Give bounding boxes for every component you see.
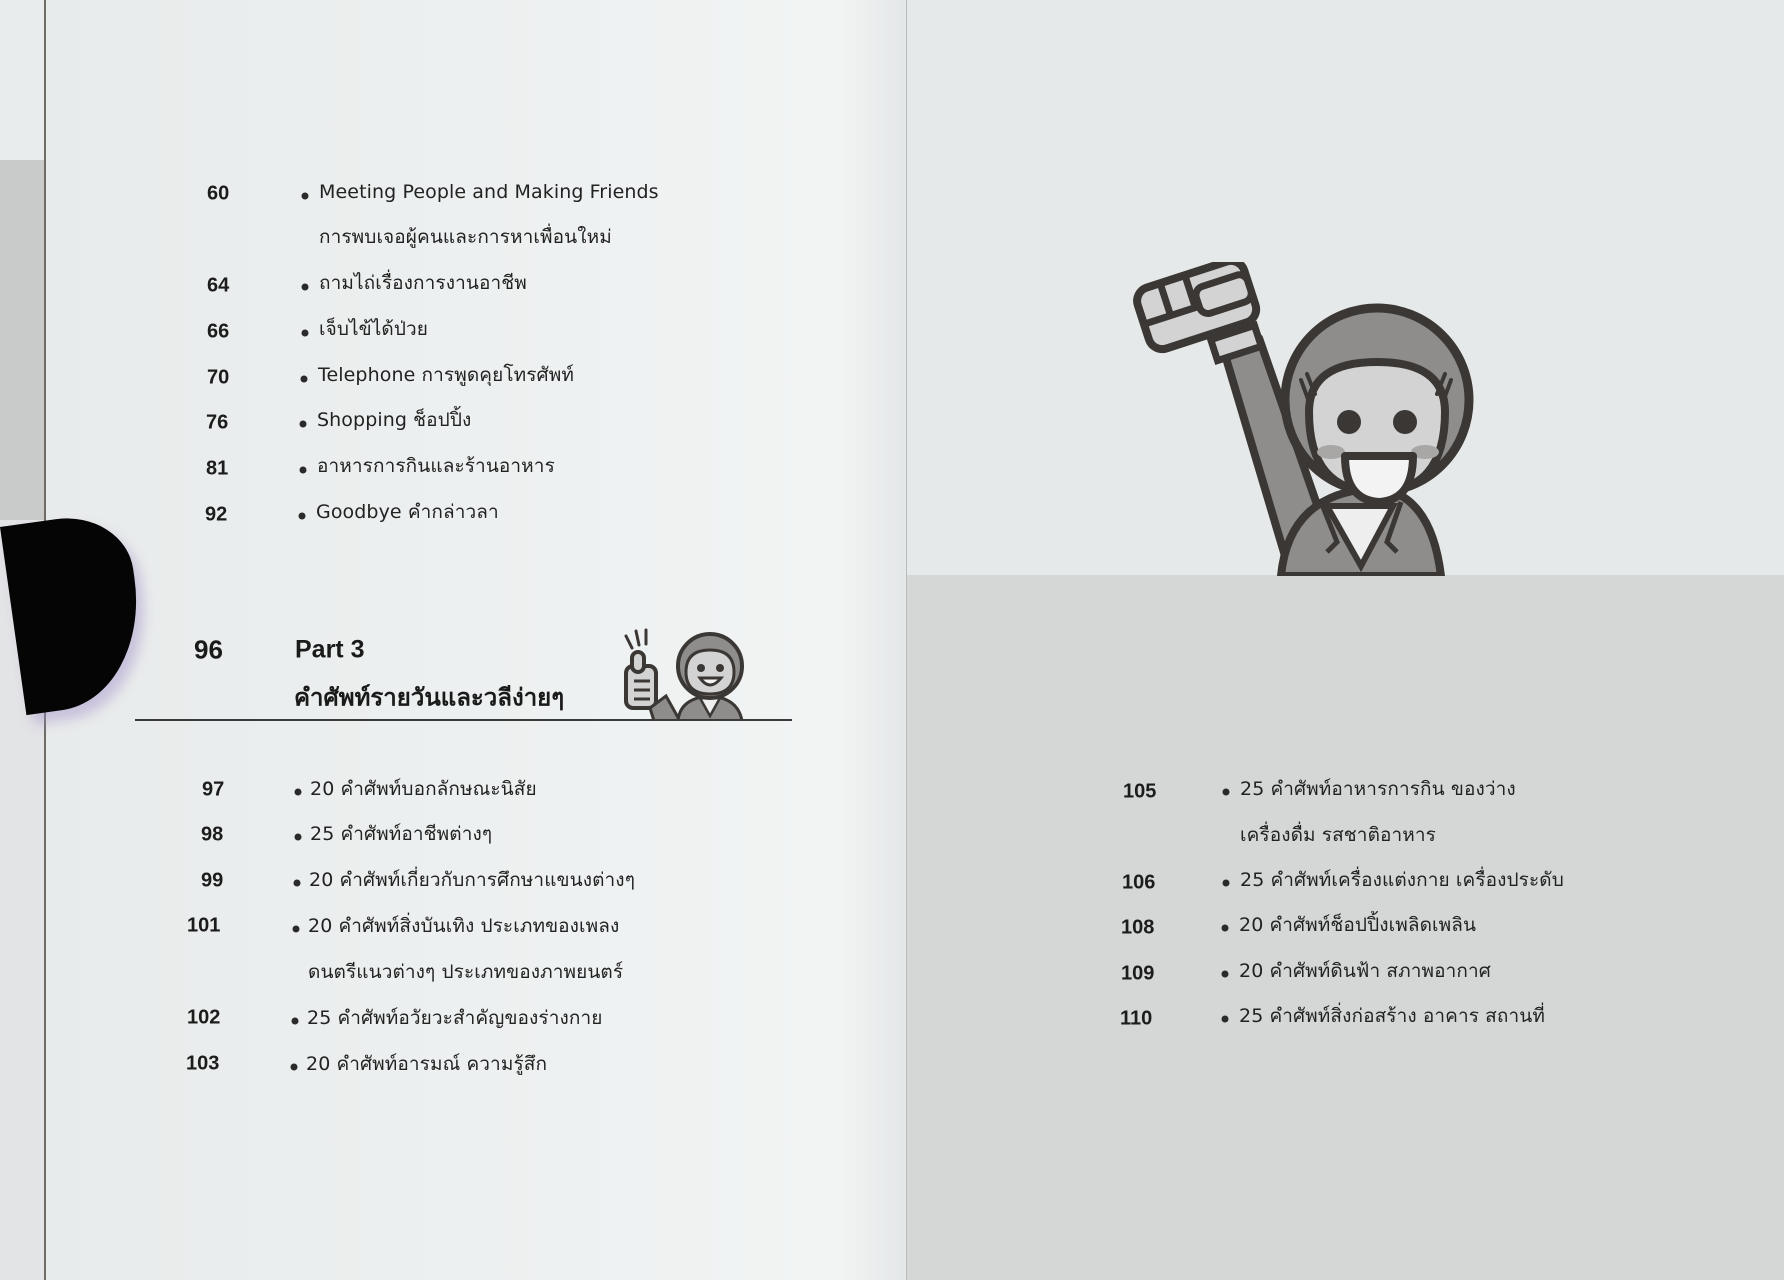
page-number: 103 (186, 1052, 220, 1075)
thumbs-up-character-icon (620, 626, 760, 721)
page-number: 64 (207, 274, 230, 297)
page-number: 110 (1120, 1007, 1153, 1030)
section-divider (135, 719, 792, 721)
part-subtitle: คำศัพท์รายวันและวลีง่ายๆ (294, 683, 565, 712)
entry-title: Telephone การพูดคุยโทรศัพท์ (318, 364, 574, 386)
page-number: 60 (207, 182, 230, 205)
entry-title: Goodbye คำกล่าวลา (316, 501, 499, 523)
bullet-icon (1222, 971, 1229, 978)
bullet-icon (302, 330, 309, 337)
page-number: 92 (205, 503, 228, 526)
page-number: 102 (187, 1006, 221, 1029)
bullet-icon (1222, 1016, 1229, 1023)
page-number: 76 (206, 411, 229, 434)
bullet-icon (293, 926, 300, 933)
entry-title: เจ็บไข้ได้ป่วย (319, 318, 428, 340)
entry-title: 25 คำศัพท์อาชีพต่างๆ (310, 823, 493, 845)
page-number: 81 (206, 457, 229, 480)
page-number: 70 (207, 366, 230, 389)
entry-title: 25 คำศัพท์อวัยวะสำคัญของร่างกาย (307, 1007, 603, 1029)
entry-title-line2: ดนตรีแนวต่างๆ ประเภทของภาพยนตร์ (308, 961, 624, 983)
entry-title: 25 คำศัพท์สิ่งก่อสร้าง อาคาร สถานที่ (1239, 1005, 1545, 1027)
page-number: 99 (201, 869, 224, 892)
entry-title: 20 คำศัพท์สิ่งบันเทิง ประเภทของเพลง (308, 915, 620, 937)
bullet-icon (302, 193, 309, 200)
entry-title: 25 คำศัพท์อาหารการกิน ของว่าง (1240, 778, 1516, 800)
entry-title: 20 คำศัพท์ช็อปปิ้งเพลิดเพลิน (1239, 914, 1477, 936)
bullet-icon (291, 1064, 298, 1071)
bullet-icon (294, 880, 301, 887)
entry-title-line2: เครื่องดื่ม รสชาติอาหาร (1240, 824, 1436, 846)
entry-title-line2: การพบเจอผู้คนและการหาเพื่อนใหม่ (319, 226, 612, 248)
part-page-number: 96 (194, 634, 223, 665)
entry-title: 20 คำศัพท์ดินฟ้า สภาพอากาศ (1239, 960, 1491, 982)
entry-title: Meeting People and Making Friends (319, 181, 659, 203)
entry-title: Shopping ช็อปปิ้ง (317, 409, 472, 431)
raised-fist-character-icon (1131, 262, 1491, 576)
page-number: 108 (1121, 916, 1155, 939)
entry-title: ถามไถ่เรื่องการงานอาชีพ (319, 272, 527, 294)
left-page (44, 0, 908, 1280)
bullet-icon (1223, 789, 1230, 796)
page-number: 66 (207, 320, 230, 343)
bullet-icon (302, 284, 309, 291)
entry-title: 20 คำศัพท์อารมณ์ ความรู้สึก (306, 1053, 548, 1075)
entry-title: 20 คำศัพท์เกี่ยวกับการศึกษาแขนงต่างๆ (309, 869, 635, 891)
entry-title: 25 คำศัพท์เครื่องแต่งกาย เครื่องประดับ (1240, 869, 1564, 891)
bullet-icon (301, 376, 308, 383)
page-number: 101 (187, 914, 221, 937)
page-number: 98 (201, 823, 224, 846)
bullet-icon (300, 421, 307, 428)
bullet-icon (295, 834, 302, 841)
entry-title: อาหารการกินและร้านอาหาร (317, 455, 555, 477)
page-number: 105 (1123, 780, 1157, 803)
bullet-icon (292, 1018, 299, 1025)
page-number: 97 (202, 778, 225, 801)
bullet-icon (299, 513, 306, 520)
page-number: 106 (1122, 871, 1156, 894)
page-number: 109 (1121, 962, 1155, 985)
bullet-icon (300, 467, 307, 474)
bullet-icon (295, 789, 302, 796)
bullet-icon (1223, 880, 1230, 887)
right-page (906, 0, 1784, 1280)
entry-title: 20 คำศัพท์บอกลักษณะนิสัย (310, 778, 537, 800)
part-title: Part 3 (295, 635, 365, 664)
bullet-icon (1222, 925, 1229, 932)
